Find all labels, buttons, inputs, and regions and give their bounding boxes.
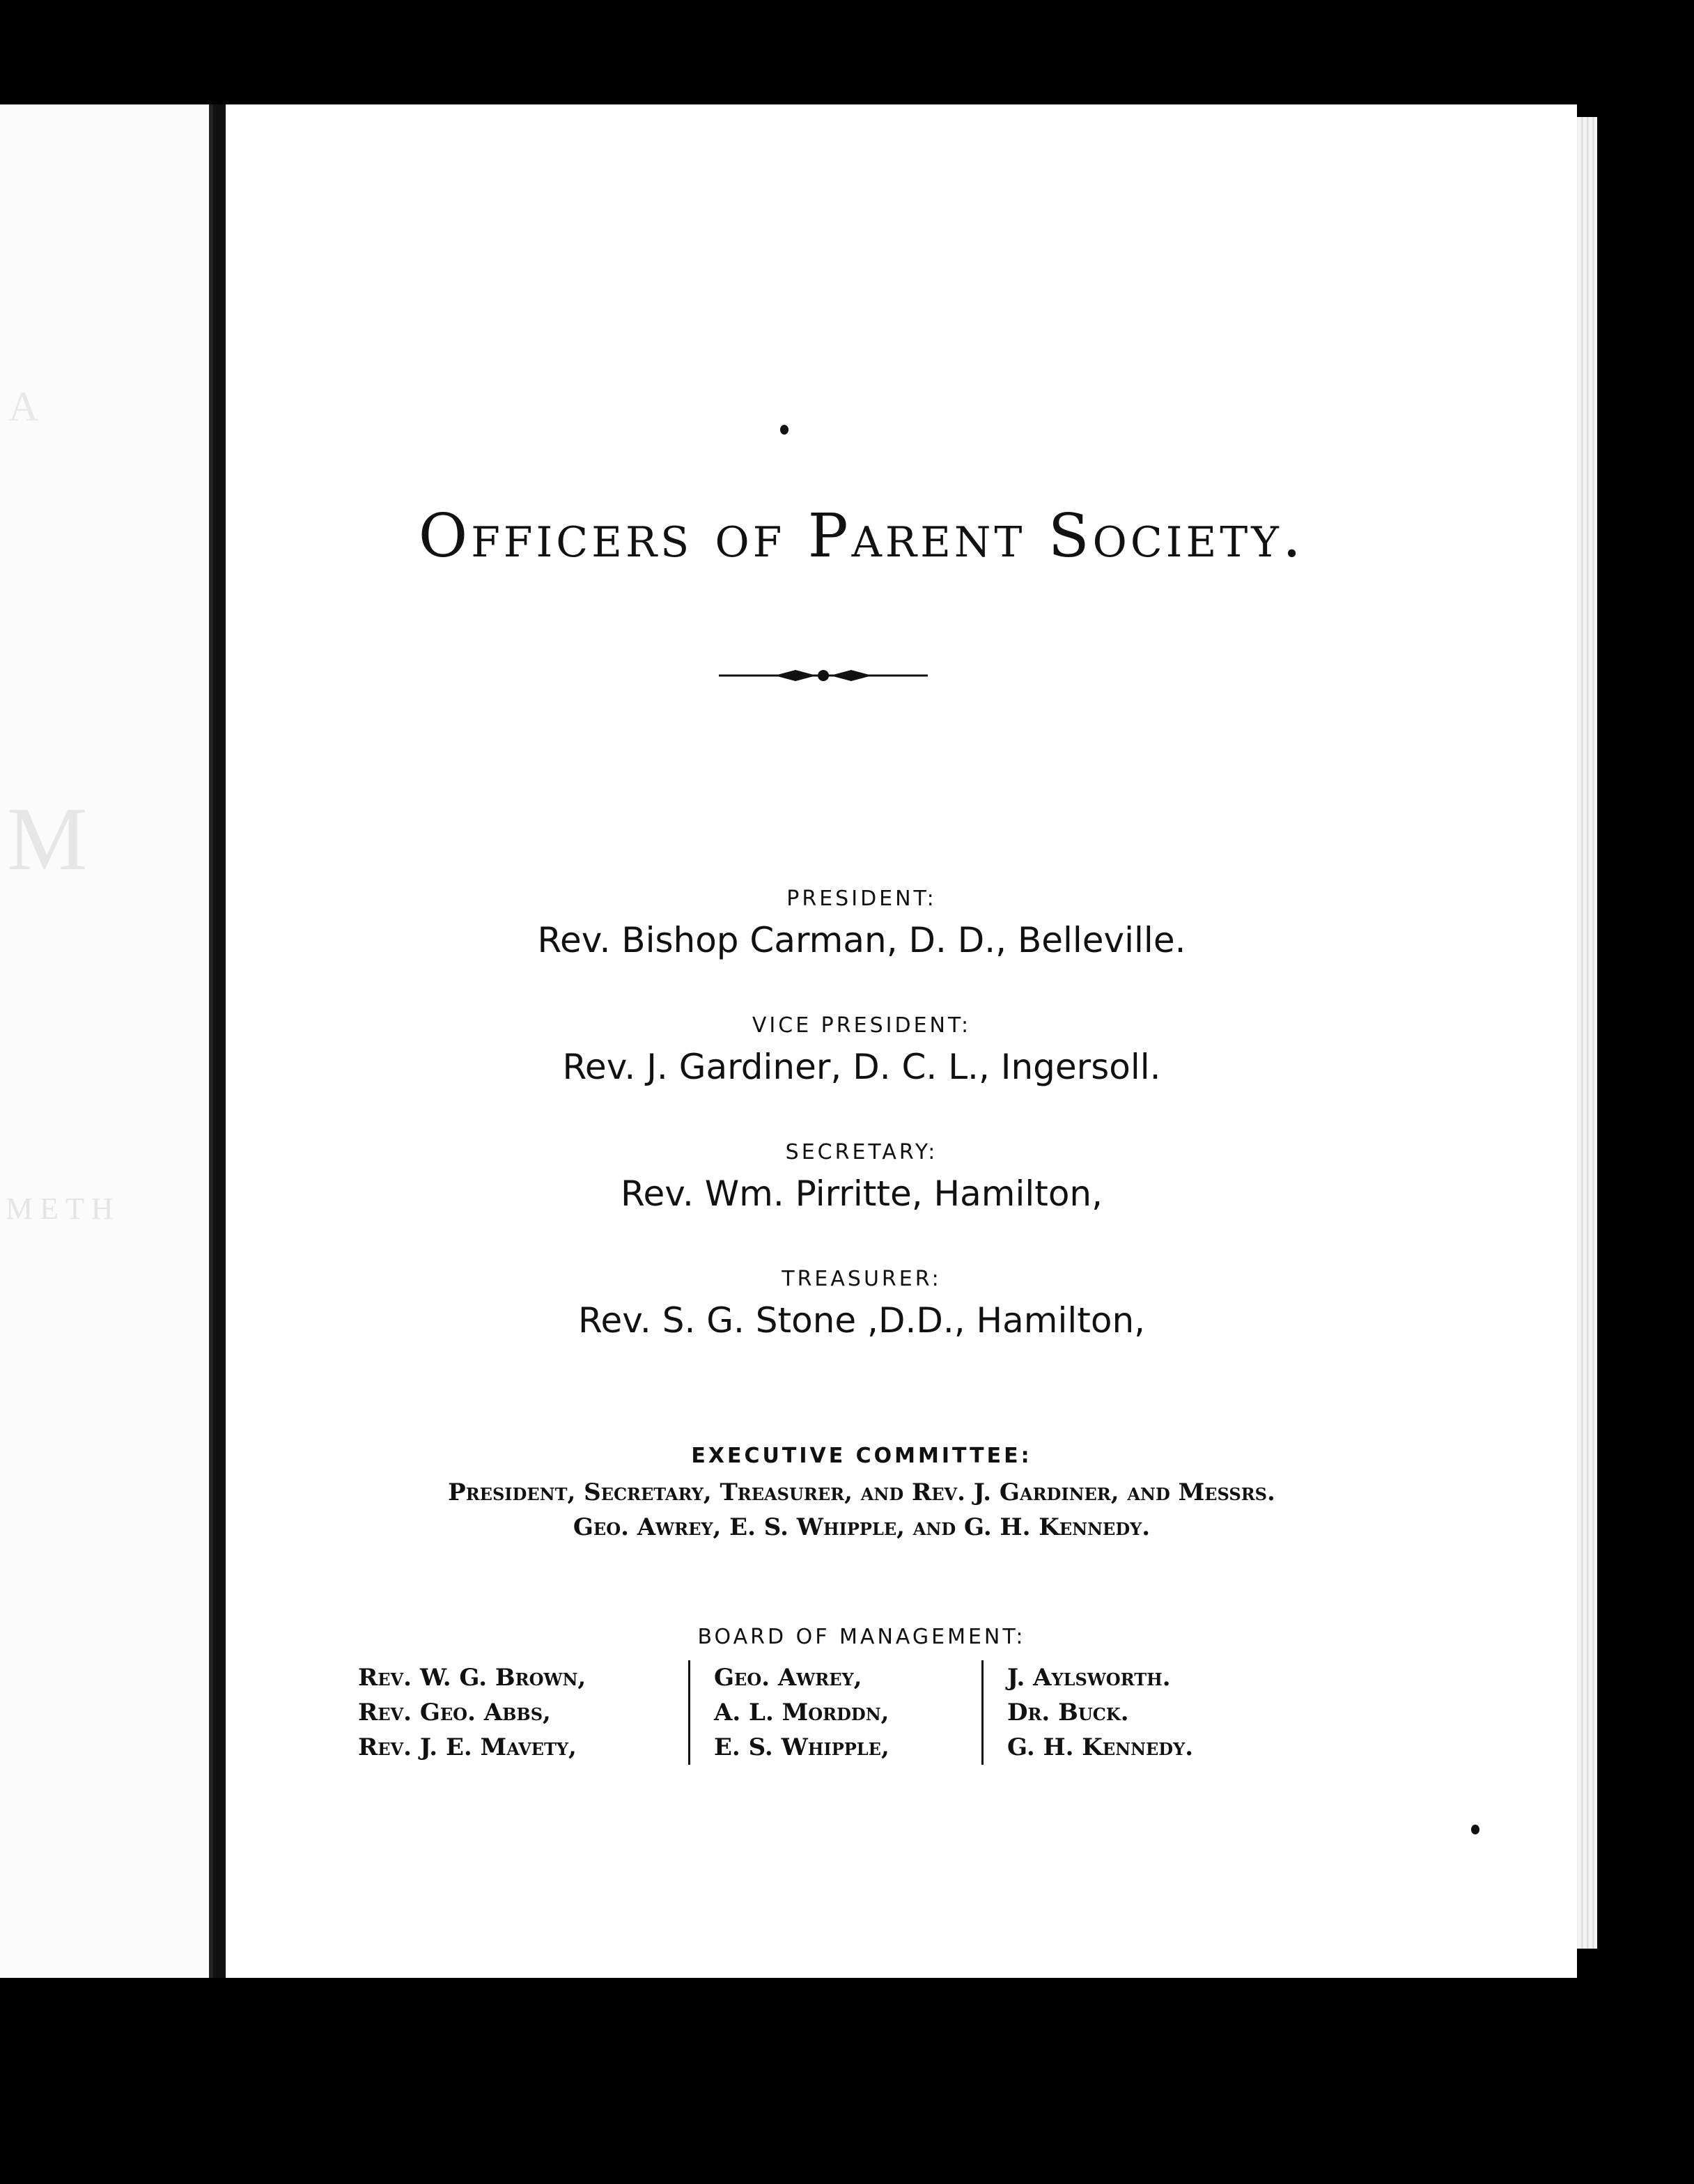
secretary-entry (226, 1138, 1498, 1216)
board-member: Dr. Buck. (1007, 1699, 1129, 1726)
board-column (984, 1660, 1296, 1765)
committee-label: EXECUTIVE COMMITTEE: (691, 1444, 1032, 1468)
bleed-through-letter: METH (6, 1192, 121, 1226)
ornament-divider (719, 662, 928, 689)
office-label: PRESIDENT: (786, 887, 937, 911)
bleed-through-letter: M (7, 789, 88, 889)
office-label: VICE PRESIDENT: (752, 1013, 972, 1038)
president-entry (226, 884, 1498, 962)
office-holder: Rev. S. G. Stone ,D.D., Hamilton, (577, 1300, 1146, 1341)
committee-members-line: Geo. Awrey, E. S. Whipple, and G. H. Kennedy. (573, 1513, 1151, 1541)
board-member: Geo. Awrey, (714, 1664, 862, 1692)
vice-president-entry (226, 1011, 1498, 1089)
office-holder: Rev. Wm. Pirritte, Hamilton, (620, 1173, 1103, 1214)
ink-speck (780, 425, 788, 435)
board-member: A. L. Morddn, (714, 1699, 889, 1726)
board-member: Rev. W. G. Brown, (358, 1664, 586, 1692)
board-column (358, 1660, 688, 1765)
previous-page-edge (0, 104, 213, 1978)
ink-speck (1471, 1825, 1479, 1834)
board-column (688, 1660, 984, 1765)
office-holder: Rev. Bishop Carman, D. D., Belleville. (537, 920, 1186, 960)
board-member: Rev. J. E. Mavety, (358, 1733, 577, 1761)
page-title: Officers of Parent Society. (418, 501, 1305, 571)
bleed-through-letter: A (8, 384, 39, 430)
committee-members-line: President, Secretary, Treasurer, and Rev. J. Gardiner, and Messrs. (448, 1479, 1275, 1506)
book-gutter (213, 104, 226, 1978)
board-label: BOARD OF MANAGEMENT: (697, 1625, 1026, 1649)
board-of-management (226, 1623, 1498, 1765)
board-member: G. H. Kennedy. (1007, 1733, 1194, 1761)
office-label: SECRETARY: (785, 1140, 938, 1164)
board-member: J. Aylsworth. (1007, 1664, 1171, 1692)
treasurer-entry (226, 1265, 1498, 1343)
officers-list (226, 884, 1498, 1391)
executive-committee (226, 1442, 1498, 1545)
office-label: TREASURER: (782, 1267, 942, 1291)
board-columns (358, 1660, 1498, 1765)
board-member: E. S. Whipple, (714, 1733, 889, 1761)
board-member: Rev. Geo. Abbs, (358, 1699, 551, 1726)
page (226, 104, 1577, 1978)
office-holder: Rev. J. Gardiner, D. C. L., Ingersoll. (562, 1047, 1161, 1087)
